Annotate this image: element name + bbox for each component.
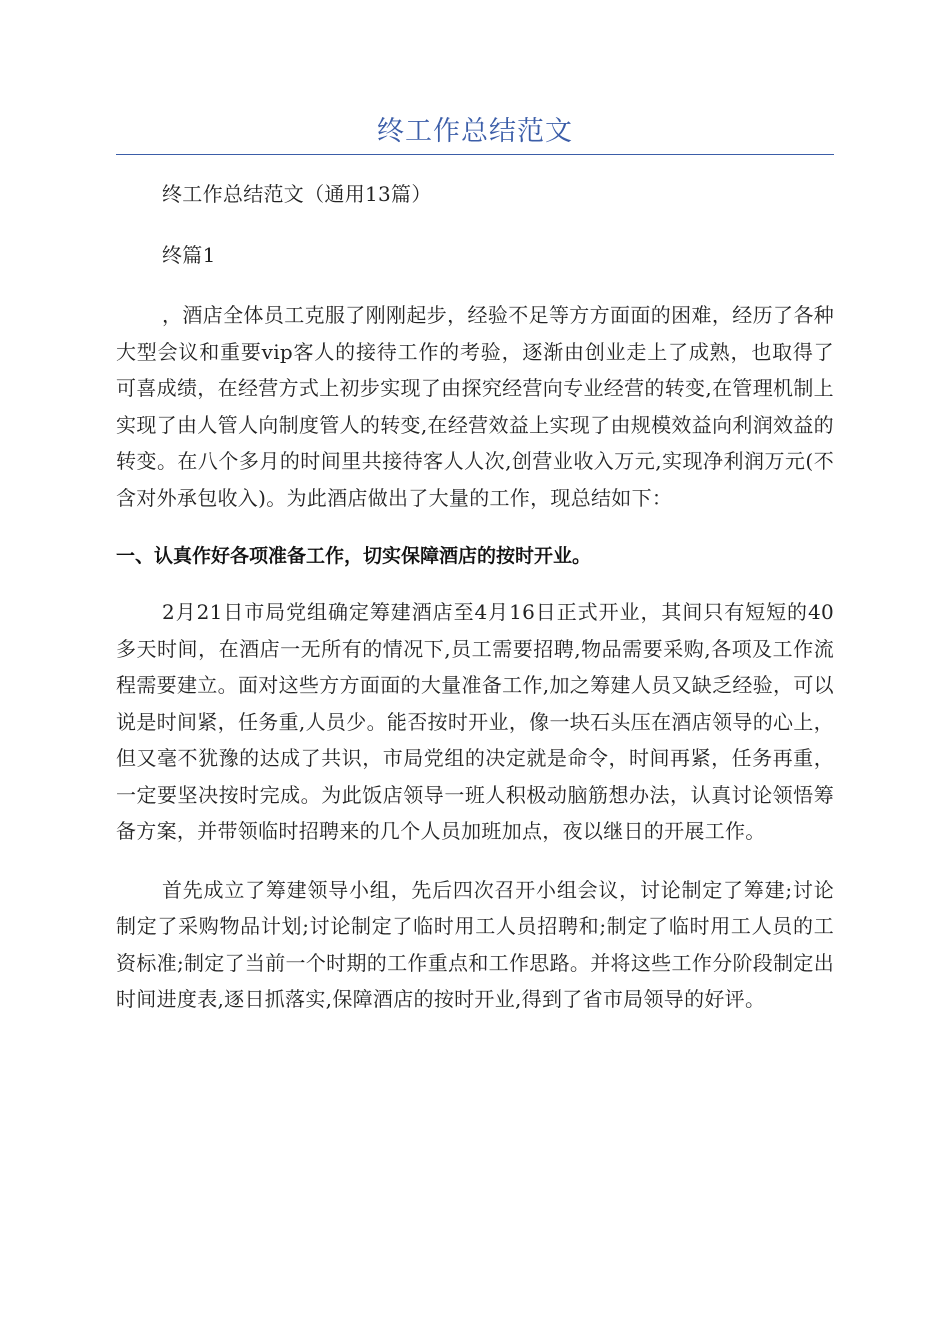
paragraph-planning: 首先成立了筹建领导小组，先后四次召开小组会议，讨论制定了筹建;讨论制定了采购物品计划;讨论制定了临时用工人员招聘和;制定了临时用工人员的工资标准;制定了当前一个时期的工作重点和工作思路。并将这些工作分阶段制定出时间进度表,逐日抓落实,保障酒店的按时开业,得到了省市局领导的好评。 <box>116 877 834 1011</box>
section-label: 终篇1 <box>162 242 216 267</box>
document-title: 终工作总结范文 <box>377 116 573 147</box>
document-body <box>116 176 834 1018</box>
paragraph-intro: ，酒店全体员工克服了刚刚起步，经验不足等方方面面的困难，经历了各种大型会议和重要vip客人的接待工作的考验，逐渐由创业走上了成熟，也取得了可喜成绩，在经营方式上初步实现了由探究经营向专业经营的转变,在管理机制上实现了由人管人向制度管人的转变,在经营效益上实现了由规模效益向利润效益的转变。在八个多月的时间里共接待客人人次,创营业收入万元,实现净利润万元(不含对外承包收入)。为此酒店做出了大量的工作，现总结如下： <box>116 303 834 510</box>
document-subtitle: 终工作总结范文（通用13篇） <box>162 182 432 206</box>
section-heading: 一、认真作好各项准备工作，切实保障酒店的按时开业。 <box>116 545 592 567</box>
title-underline <box>116 154 834 155</box>
paragraph-preparation: 2月21日市局党组确定筹建酒店至4月16日正式开业，其间只有短短的40多天时间，在酒店一无所有的情况下,员工需要招聘,物品需要采购,各项及工作流程需要建立。面对这些方方面面的大量准备工作,加之筹建人员又缺乏经验，可以说是时间紧，任务重,人员少。能否按时开业，像一块石头压在酒店领导的心上，但又毫不犹豫的达成了共识，市局党组的决定就是命令，时间再紧，任务再重，一定要坚决按时完成。为此饭店领导一班人积极动脑筋想办法，认真讨论领悟筹备方案，并带领临时招聘来的几个人员加班加点，夜以继日的开展工作。 <box>116 600 834 843</box>
